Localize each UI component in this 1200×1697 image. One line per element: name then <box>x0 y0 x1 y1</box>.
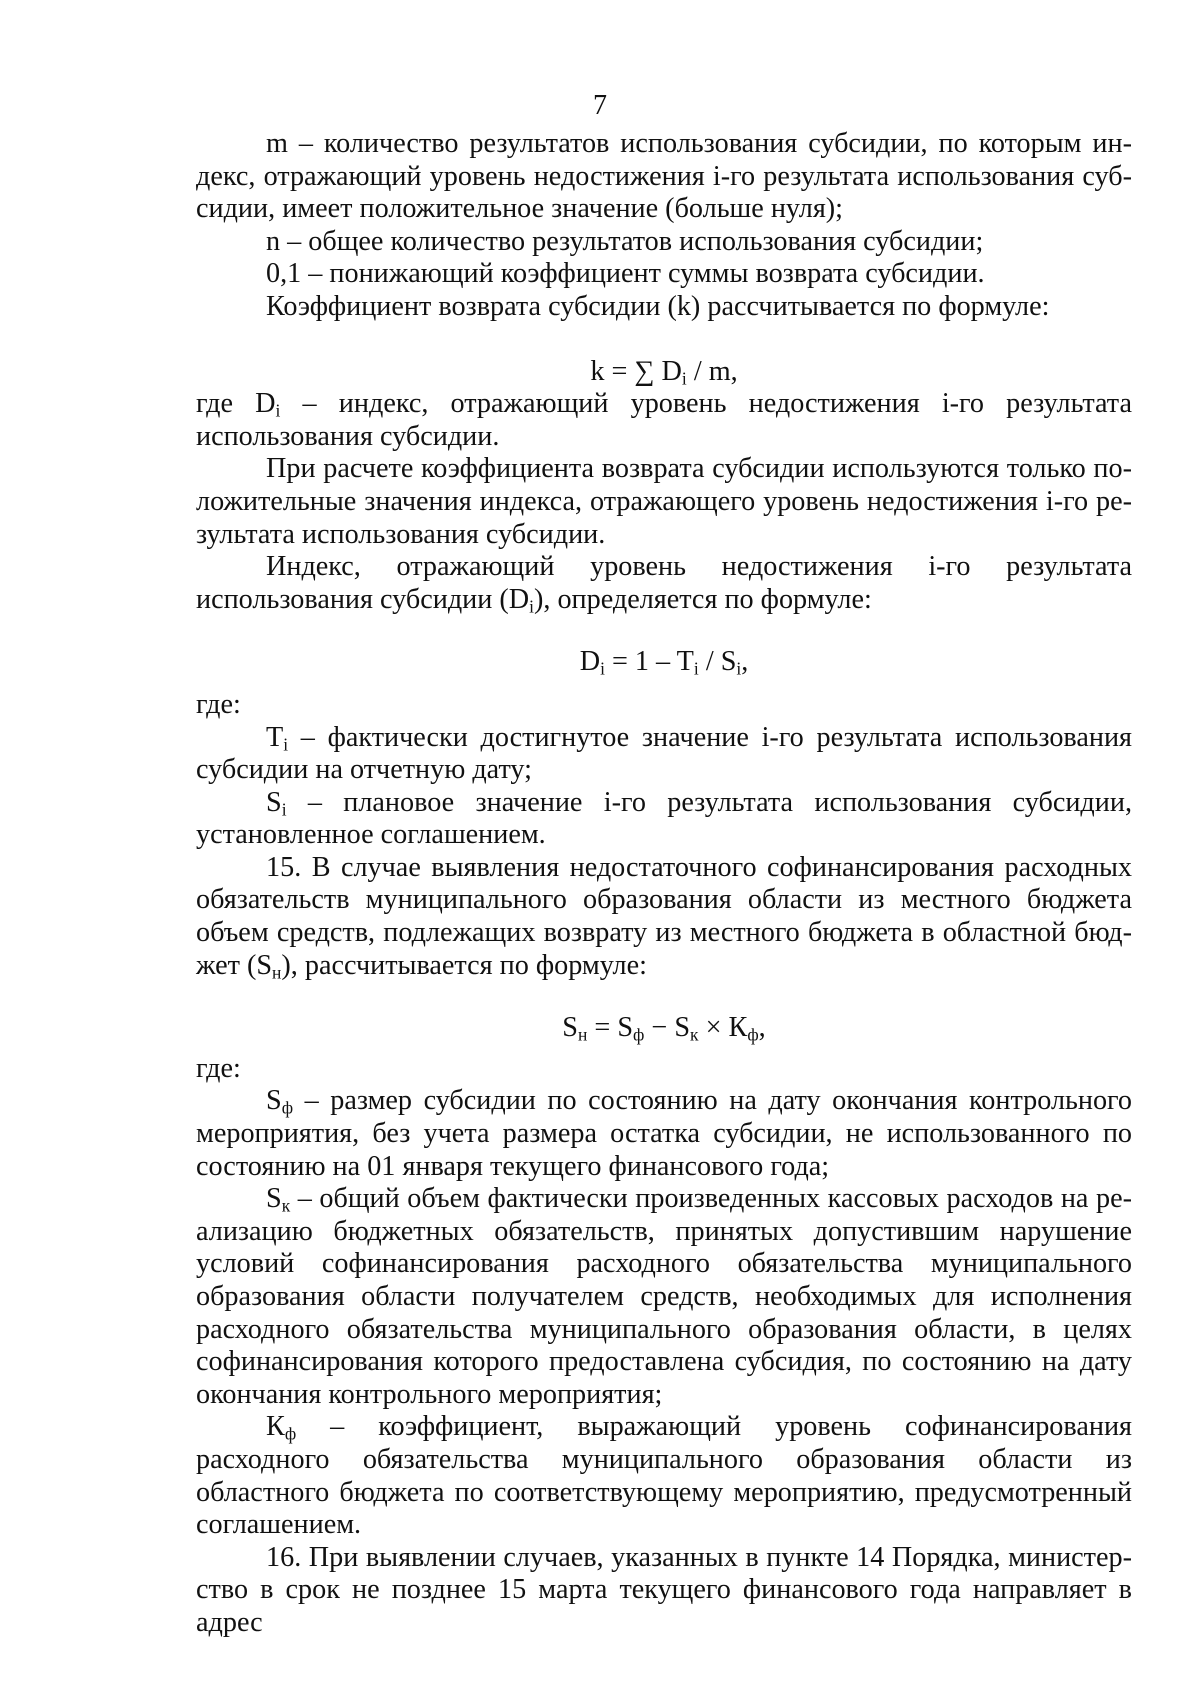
paragraph-k-calc-note: При расчете коэффициента возврата субсидии используются только положительные значения индекса, отражающего уровень недостижения i-го результата использования субсидии. <box>196 453 1132 550</box>
p15-sub: н <box>272 962 282 983</box>
formula-di-slash: / S <box>698 646 737 678</box>
page-number: 7 <box>593 90 607 121</box>
formula-di-mid: = 1 – T <box>604 646 694 678</box>
ti-symbol: T <box>266 721 284 753</box>
di-def-sub: i <box>275 400 281 421</box>
paragraph-ti-definition <box>196 722 1132 787</box>
formula-di-t-sub: i <box>693 658 699 679</box>
di-intro-text: Индекс, отражающий уровень недостижения i-го результата использования субсидии (D <box>196 551 1132 615</box>
sk-symbol: S <box>266 1183 282 1215</box>
di-def-rest: – индекс, отражающий уровень недостижения i-го результата использования субсидии. <box>196 388 1132 452</box>
sf-symbol: S <box>266 1085 282 1117</box>
paragraph-16: 16. При выявлении случаев, указанных в пункте 14 Порядка, министерство в срок не позднее 15 марта текущего финансового года направляет в адрес <box>196 1541 1132 1638</box>
formula-di <box>196 646 1132 679</box>
kf-symbol: К <box>266 1411 285 1443</box>
paragraph-di-definition <box>196 388 1132 453</box>
formula-k-rhs: / m, <box>686 355 738 387</box>
sk-sub: к <box>281 1195 291 1216</box>
di-intro-end: ), определяется по формуле: <box>533 583 872 615</box>
si-symbol: S <box>266 786 282 818</box>
paragraph-kf-definition <box>196 1411 1132 1541</box>
formula-sn-s3-sub: к <box>690 1024 699 1045</box>
formula-di-d: D <box>579 646 601 678</box>
formula-sn-times: × К <box>698 1012 748 1044</box>
formula-k <box>196 356 1132 389</box>
sf-sub: ф <box>281 1097 294 1118</box>
di-intro-sub: i <box>529 596 534 617</box>
formula-di-end: , <box>741 646 749 678</box>
paragraph-si-definition <box>196 787 1132 852</box>
si-def: – плановое значение i-го результата использования субсидии, установленное соглашением. <box>196 786 1132 851</box>
sf-def: – размер субсидии по состоянию на дату окончания контрольного мероприятия, без учета размера остатка субсидии, не использованного по состоянию на 01 января текущего финансового года; <box>196 1085 1132 1182</box>
paragraph-n-definition: n – общее количество результатов использования субсидии; <box>266 225 984 257</box>
paragraph-sk-definition <box>196 1183 1132 1411</box>
formula-sn-s1: S <box>562 1012 578 1044</box>
paragraph-m-definition: m – количество результатов использования субсидии, по которым индекс, отражающий уровень недостижения i-го результата использования субсидии, имеет положительное значение (больше нуля); <box>196 128 1132 225</box>
formula-k-sub: i <box>681 367 687 388</box>
formula-sn-k-sub: ф <box>747 1024 759 1045</box>
p15-text: 15. В случае выявления недостаточного софинансирования расходных обязательств муниципального образования области из местного бюджета объем средств, подлежащих возврату из местного бюджета в областной бюджет (S <box>196 851 1132 981</box>
si-sub: i <box>281 799 287 820</box>
paragraph-k-intro: Коэффициент возврата субсидии (k) рассчитывается по формуле: <box>266 290 1050 322</box>
sk-def: – общий объем фактически произведенных кассовых расходов на реализацию бюджетных обязательств, принятых допустившим нарушение условий софинансирования расходного обязательства муниципального образования области получателем средств, необходимых для исполнения расходного обязательства муниципального образования области, в целях софинансирования которого предоставлена субсидия, по состоянию на дату окончания контрольного мероприятия; <box>196 1183 1132 1410</box>
where-label-1: где: <box>196 688 241 720</box>
formula-sn-s2-sub: ф <box>633 1024 645 1045</box>
document-body <box>196 128 1132 1640</box>
kf-sub: ф <box>284 1423 297 1444</box>
paragraph-coefficient-definition: 0,1 – понижающий коэффициент суммы возврата субсидии. <box>266 258 985 290</box>
formula-sn-s1-sub: н <box>577 1024 588 1045</box>
p15-end: ), рассчитывается по формуле: <box>281 949 647 981</box>
kf-def: – коэффициент, выражающий уровень софинансирования расходного обязательства муниципального образования области из областного бюджета по соответствующему мероприятию, предусмотренный соглашением. <box>196 1411 1132 1541</box>
formula-sn-end: , <box>758 1012 766 1044</box>
paragraph-di-intro <box>196 551 1132 616</box>
formula-sn-eq: = S <box>587 1012 634 1044</box>
formula-sn-minus: − S <box>644 1012 691 1044</box>
formula-di-s-sub: i <box>736 658 742 679</box>
ti-sub: i <box>283 733 289 754</box>
where-label-2: где: <box>196 1052 241 1084</box>
formula-di-d-sub: i <box>600 658 605 679</box>
formula-k-lhs: k = ∑ D <box>590 355 682 387</box>
di-def-prefix: где D <box>196 388 276 420</box>
paragraph-sf-definition <box>196 1085 1132 1183</box>
formula-sn <box>196 1012 1132 1045</box>
ti-def: – фактически достигнутое значение i-го результата использования субсидии на отчетную дату; <box>196 721 1132 786</box>
paragraph-15 <box>196 852 1132 982</box>
